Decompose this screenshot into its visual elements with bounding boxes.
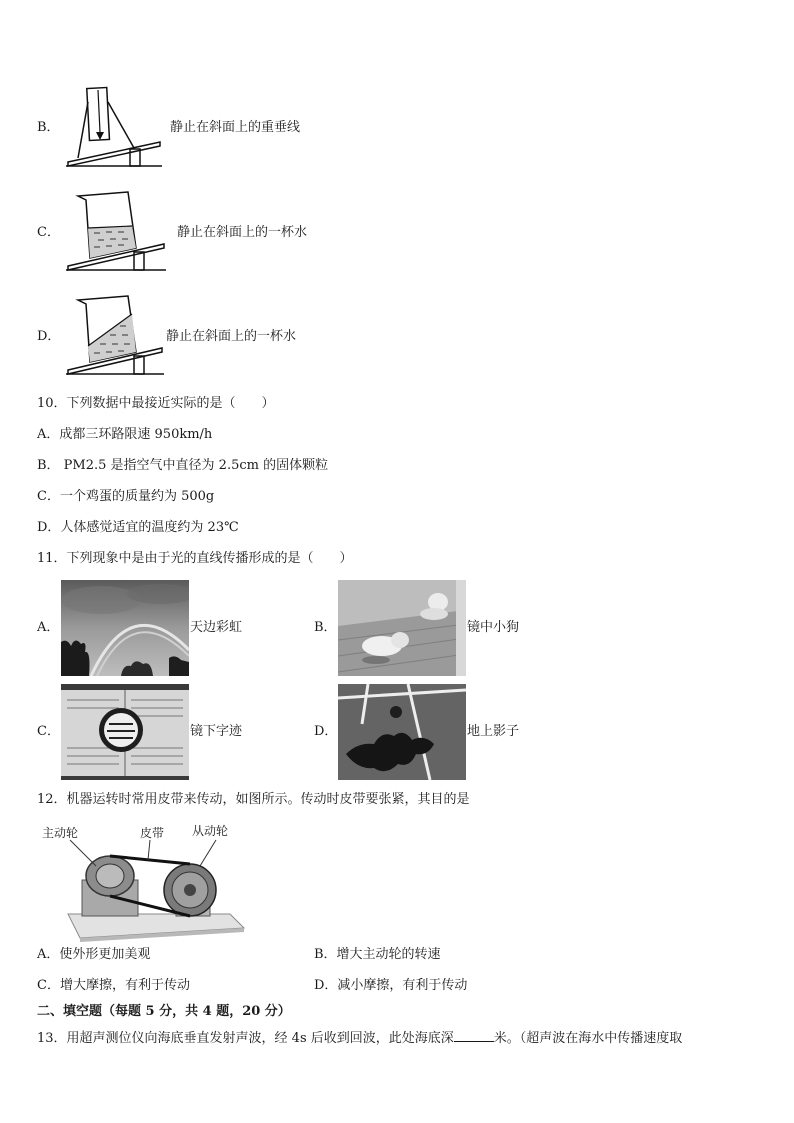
section-2-title: 二、填空题（每题 5 分，共 4 题，20 分） xyxy=(37,1004,291,1019)
q10-option-b: B． PM2.5 是指空气中直径为 2.5cm 的固体颗粒 xyxy=(37,458,329,473)
plumb-line-on-incline-figure xyxy=(64,82,164,172)
q10-option-a: A．成都三环路限速 950km/h xyxy=(37,427,213,442)
q11-option-b-letter: B． xyxy=(314,620,337,635)
q12-option-c: C．增大摩擦，有利于传动 xyxy=(37,978,190,993)
q13-stem xyxy=(37,1029,682,1048)
q9-option-c-text: 静止在斜面上的一杯水 xyxy=(177,225,308,240)
q12-option-a: A．使外形更加美观 xyxy=(37,947,151,962)
cup-water-horizontal-figure xyxy=(64,186,170,276)
q11-stem: 11．下列现象中是由于光的直线传播形成的是（ ） xyxy=(37,551,353,566)
q13-stem-before: 13．用超声测位仪向海底垂直发射声波，经 4s 后收到回波，此处海底深 xyxy=(37,1031,454,1046)
q9-option-d-text: 静止在斜面上的一杯水 xyxy=(166,329,297,344)
q9-option-b-letter: B． xyxy=(37,120,60,135)
belt-drive-figure xyxy=(40,820,250,942)
rainbow-photo xyxy=(61,580,189,676)
q9-option-c-letter: C． xyxy=(37,225,60,240)
q9-option-d-letter: D． xyxy=(37,329,61,344)
q11-option-d-letter: D． xyxy=(314,724,338,739)
dog-mirror-photo xyxy=(338,580,466,676)
q11-option-a-letter: A． xyxy=(37,620,60,635)
q10-stem: 10．下列数据中最接近实际的是（ ） xyxy=(37,396,275,411)
cup-water-tilted-figure xyxy=(64,290,166,380)
magnifier-book-photo xyxy=(61,684,189,780)
q13-stem-after: 米。（超声波在海水中传播速度取 xyxy=(493,1031,683,1046)
q11-option-c-text: 镜下字迹 xyxy=(190,724,243,739)
ground-shadow-photo xyxy=(338,684,466,780)
q11-option-c-letter: C． xyxy=(37,724,60,739)
belt-label: 皮带 xyxy=(140,826,165,840)
q9-option-b-text: 静止在斜面上的重垂线 xyxy=(170,120,301,135)
driver-pulley-label: 主动轮 xyxy=(42,826,79,840)
driven-pulley-label: 从动轮 xyxy=(192,824,229,838)
q11-option-a-text: 天边彩虹 xyxy=(190,620,243,635)
q12-option-d: D．减小摩擦，有利于传动 xyxy=(314,978,468,993)
q12-option-b: B．增大主动轮的转速 xyxy=(314,947,441,962)
q12-stem: 12．机器运转时常用皮带来传动，如图所示。传动时皮带要张紧，其目的是 xyxy=(37,792,470,807)
q10-option-d: D．人体感觉适宜的温度约为 23℃ xyxy=(37,520,239,535)
q11-option-d-text: 地上影子 xyxy=(467,724,520,739)
q10-option-c: C．一个鸡蛋的质量约为 500g xyxy=(37,489,215,504)
q13-answer-blank[interactable] xyxy=(454,1029,494,1042)
q11-option-b-text: 镜中小狗 xyxy=(467,620,520,635)
